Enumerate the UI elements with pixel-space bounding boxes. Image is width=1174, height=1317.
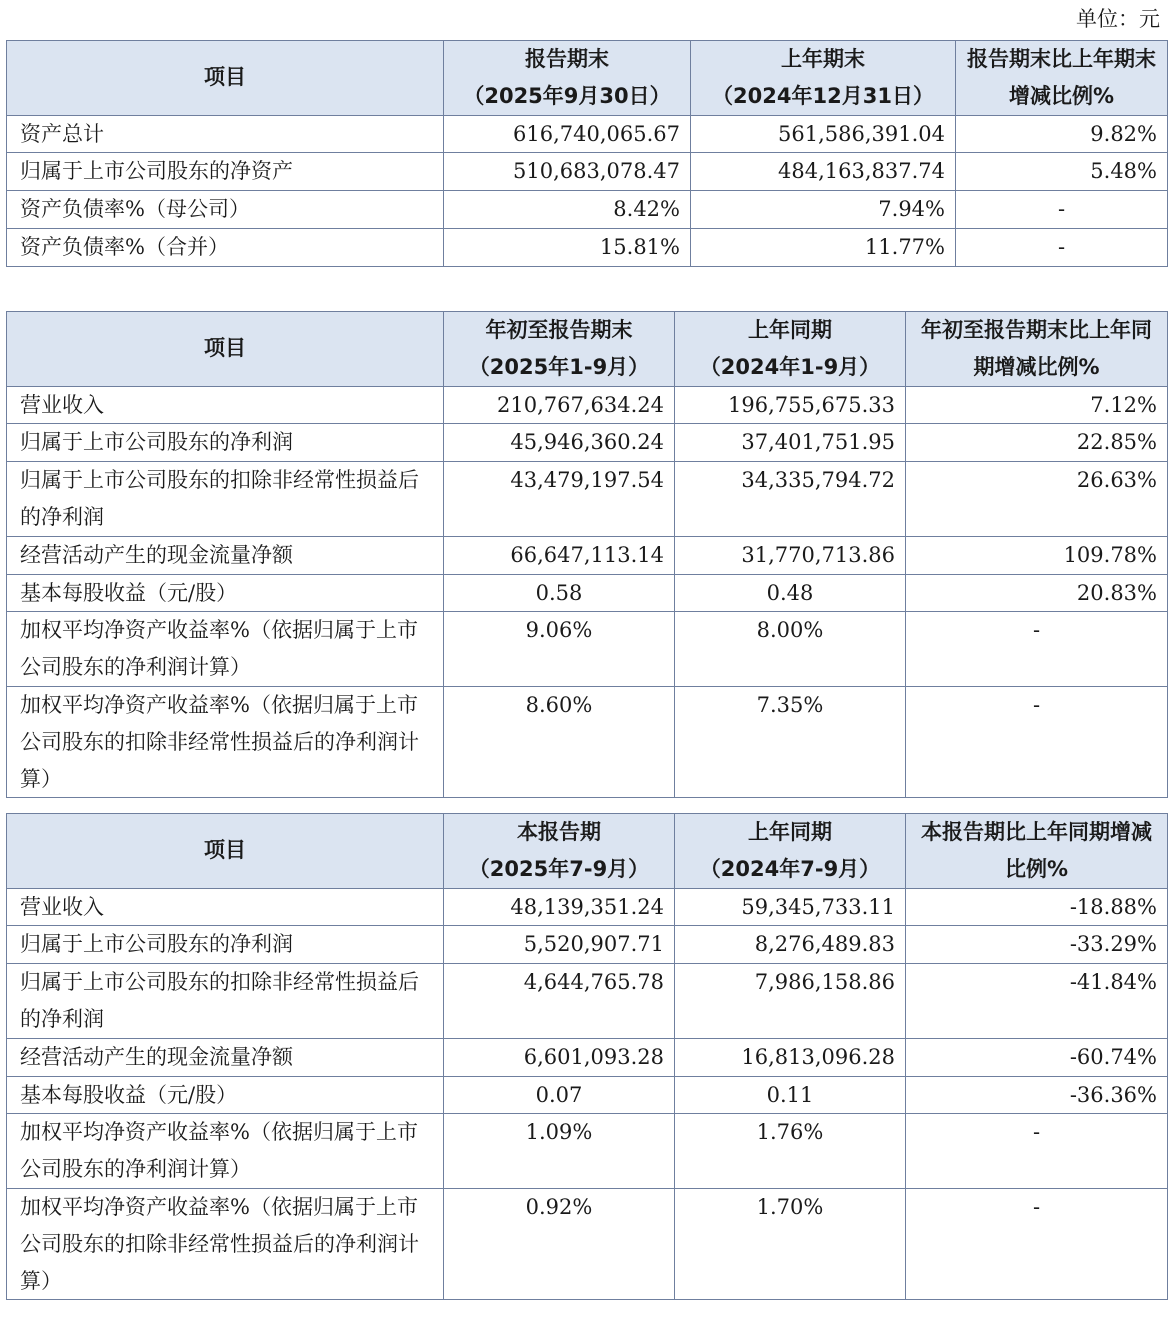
prior-value: 561,586,391.04 (691, 115, 956, 153)
row-label: 加权平均净资产收益率%（依据归属于上市公司股东的扣除非经常性损益后的净利润计算） (7, 1188, 444, 1299)
row-label: 资产负债率%（母公司） (7, 191, 444, 229)
row-label: 归属于上市公司股东的净利润 (7, 424, 444, 462)
prior-value: 11.77% (691, 228, 956, 266)
table-row (7, 926, 1168, 964)
prior-value: 8.00% (675, 612, 906, 687)
current-value: 8.60% (444, 686, 675, 797)
header-prior-period: 上年同期 （2024年7-9月） (675, 814, 906, 889)
current-value: 66,647,113.14 (444, 536, 675, 574)
table-row (7, 574, 1168, 612)
current-value: 45,946,360.24 (444, 424, 675, 462)
prior-value: 16,813,096.28 (675, 1038, 906, 1076)
change-value: - (956, 228, 1168, 266)
current-value: 15.81% (444, 228, 691, 266)
quarter-income-table (6, 813, 1168, 1300)
prior-value: 0.48 (675, 574, 906, 612)
table-row (7, 153, 1168, 191)
prior-value: 0.11 (675, 1076, 906, 1114)
table-row (7, 386, 1168, 424)
change-value: -60.74% (906, 1038, 1168, 1076)
change-value: 20.83% (906, 574, 1168, 612)
current-value: 4,644,765.78 (444, 964, 675, 1039)
row-label: 营业收入 (7, 386, 444, 424)
table-row (7, 1038, 1168, 1076)
change-value: 26.63% (906, 462, 1168, 537)
row-label: 基本每股收益（元/股） (7, 1076, 444, 1114)
current-value: 6,601,093.28 (444, 1038, 675, 1076)
change-value: 109.78% (906, 536, 1168, 574)
change-value: 7.12% (906, 386, 1168, 424)
row-label: 加权平均净资产收益率%（依据归属于上市公司股东的净利润计算） (7, 612, 444, 687)
current-value: 5,520,907.71 (444, 926, 675, 964)
row-label: 经营活动产生的现金流量净额 (7, 1038, 444, 1076)
row-label: 归属于上市公司股东的净资产 (7, 153, 444, 191)
current-value: 43,479,197.54 (444, 462, 675, 537)
header-current-period: 本报告期 （2025年7-9月） (444, 814, 675, 889)
table-row (7, 424, 1168, 462)
current-value: 510,683,078.47 (444, 153, 691, 191)
unit-label: 单位：元 (1076, 7, 1160, 31)
change-value: -36.36% (906, 1076, 1168, 1114)
current-value: 0.58 (444, 574, 675, 612)
table-row (7, 888, 1168, 926)
change-value: -41.84% (906, 964, 1168, 1039)
header-change: 年初至报告期末比上年同期增减比例% (906, 312, 1168, 387)
table-header-row (7, 312, 1168, 387)
header-change: 本报告期比上年同期增减比例% (906, 814, 1168, 889)
prior-value: 7.94% (691, 191, 956, 229)
header-current-period: 报告期末 （2025年9月30日） (444, 41, 691, 116)
current-value: 0.92% (444, 1188, 675, 1299)
ytd-income-table (6, 311, 1168, 798)
row-label: 归属于上市公司股东的扣除非经常性损益后的净利润 (7, 462, 444, 537)
prior-value: 484,163,837.74 (691, 153, 956, 191)
change-value: 5.48% (956, 153, 1168, 191)
row-label: 加权平均净资产收益率%（依据归属于上市公司股东的扣除非经常性损益后的净利润计算） (7, 686, 444, 797)
change-value: - (956, 191, 1168, 229)
table-row (7, 462, 1168, 537)
change-value: -33.29% (906, 926, 1168, 964)
change-value: - (906, 612, 1168, 687)
table-row (7, 536, 1168, 574)
row-label: 资产总计 (7, 115, 444, 153)
row-label: 归属于上市公司股东的扣除非经常性损益后的净利润 (7, 964, 444, 1039)
table-row (7, 115, 1168, 153)
prior-value: 34,335,794.72 (675, 462, 906, 537)
table-row (7, 1114, 1168, 1189)
table-row (7, 612, 1168, 687)
change-value: -18.88% (906, 888, 1168, 926)
table-row (7, 1188, 1168, 1299)
header-current-period: 年初至报告期末 （2025年1-9月） (444, 312, 675, 387)
row-label: 归属于上市公司股东的净利润 (7, 926, 444, 964)
row-label: 加权平均净资产收益率%（依据归属于上市公司股东的净利润计算） (7, 1114, 444, 1189)
current-value: 616,740,065.67 (444, 115, 691, 153)
change-value: - (906, 1114, 1168, 1189)
header-prior-period: 上年同期 （2024年1-9月） (675, 312, 906, 387)
table-row (7, 1076, 1168, 1114)
row-label: 营业收入 (7, 888, 444, 926)
prior-value: 37,401,751.95 (675, 424, 906, 462)
header-item: 项目 (7, 312, 444, 387)
prior-value: 7,986,158.86 (675, 964, 906, 1039)
change-value: - (906, 686, 1168, 797)
header-change: 报告期末比上年期末增减比例% (956, 41, 1168, 116)
balance-sheet-table (6, 40, 1168, 267)
row-label: 资产负债率%（合并） (7, 228, 444, 266)
table-header-row (7, 814, 1168, 889)
current-value: 210,767,634.24 (444, 386, 675, 424)
header-prior-period: 上年期末 （2024年12月31日） (691, 41, 956, 116)
row-label: 基本每股收益（元/股） (7, 574, 444, 612)
change-value: 22.85% (906, 424, 1168, 462)
table-row (7, 228, 1168, 266)
current-value: 1.09% (444, 1114, 675, 1189)
prior-value: 1.70% (675, 1188, 906, 1299)
table-row (7, 964, 1168, 1039)
prior-value: 31,770,713.86 (675, 536, 906, 574)
prior-value: 59,345,733.11 (675, 888, 906, 926)
row-label: 经营活动产生的现金流量净额 (7, 536, 444, 574)
current-value: 9.06% (444, 612, 675, 687)
prior-value: 8,276,489.83 (675, 926, 906, 964)
current-value: 48,139,351.24 (444, 888, 675, 926)
change-value: 9.82% (956, 115, 1168, 153)
header-item: 项目 (7, 41, 444, 116)
prior-value: 196,755,675.33 (675, 386, 906, 424)
change-value: - (906, 1188, 1168, 1299)
current-value: 0.07 (444, 1076, 675, 1114)
prior-value: 1.76% (675, 1114, 906, 1189)
table-row (7, 191, 1168, 229)
prior-value: 7.35% (675, 686, 906, 797)
header-item: 项目 (7, 814, 444, 889)
table-header-row (7, 41, 1168, 116)
current-value: 8.42% (444, 191, 691, 229)
table-row (7, 686, 1168, 797)
